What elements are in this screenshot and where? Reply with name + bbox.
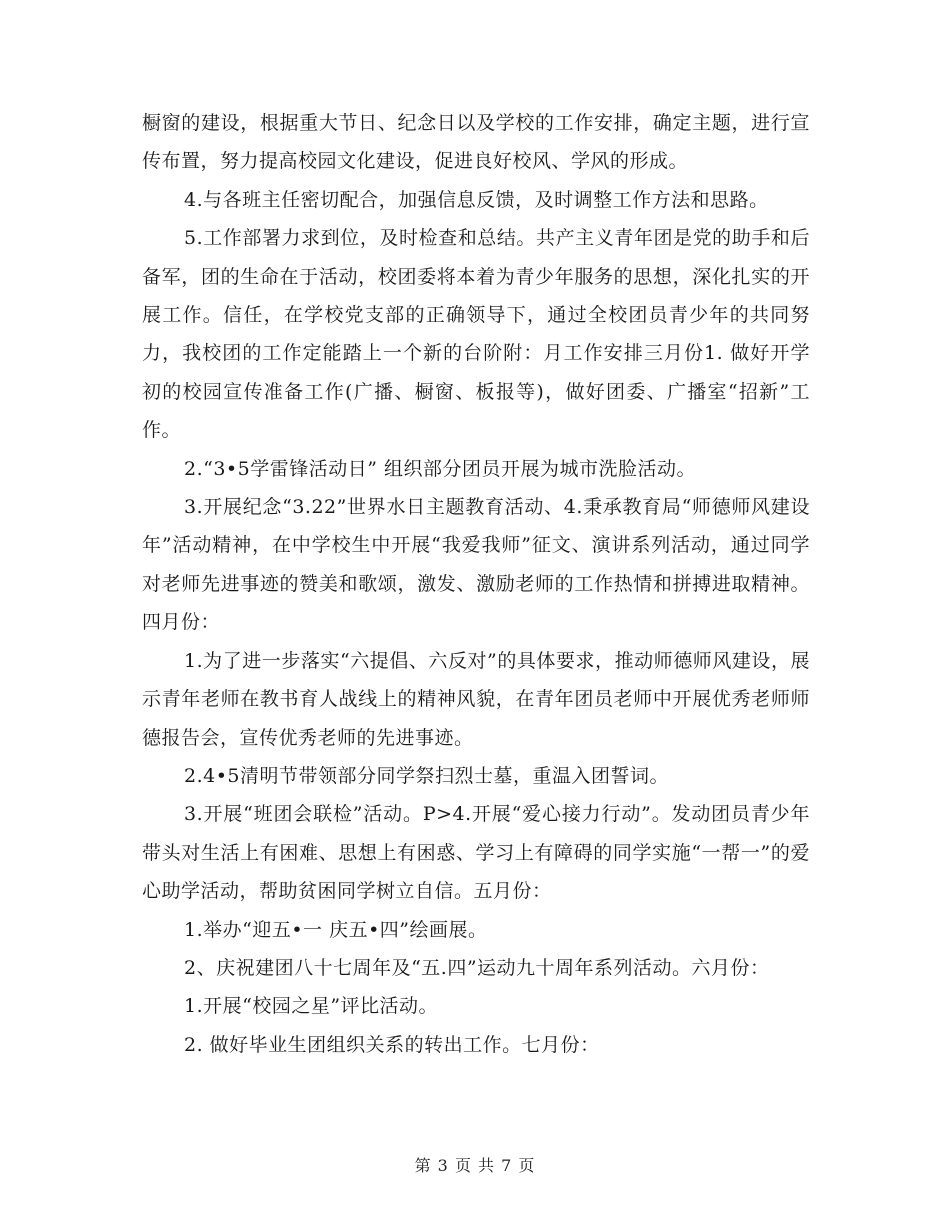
paragraph: 1.开展“校园之星”评比活动。 (184, 995, 439, 1018)
paragraph: 1.举办“迎五•一 庆五•四”绘画展。 (184, 918, 488, 941)
paragraph: 3.开展“班团会联检”活动。P>4.开展“爱心接力行动”。发动团员青少年带头对生活上有困难、思想上有困惑、学习上有障碍的同学实施“一帮一”的爱心助学活动，帮助贫困同学树立自信。五月份： (142, 803, 810, 903)
paragraph: 5.工作部署力求到位，及时检查和总结。共产主义青年团是党的助手和后备军，团的生命在于活动，校团委将本着为青少年服务的思想，深化扎实的开展工作。信任，在学校党支部的正确领导下，通过全校团员青少年的共同努力，我校团的工作定能踏上一个新的台阶附：月工作安排三月份1. 做好开学初的校园宣传准备工作(广播、橱窗、板报等)，做好团委、广播室“招新”工作。 (142, 227, 810, 442)
paragraph: 1.为了进一步落实“六提倡、六反对”的具体要求，推动师德师风建设，展示青年老师在教书育人战线上的精神风貌，在青年团员老师中开展优秀老师师德报告会，宣传优秀老师的先进事迹。 (142, 649, 810, 749)
paragraph: 2. 做好毕业生团组织关系的转出工作。七月份： (184, 1033, 600, 1056)
paragraph: 3.开展纪念“3.22”世界水日主题教育活动、4.秉承教育局“师德师风建设年”活动精神，在中学校生中开展“我爱我师”征文、演讲系列活动，通过同学对老师先进事迹的赞美和歌颂，激发、激励老师的工作热情和拼搏进取精神。四月份： (142, 496, 810, 634)
paragraph: 2.4•5清明节带领部分同学祭扫烈士墓，重温入团誓词。 (184, 764, 670, 787)
paragraph: 橱窗的建设，根据重大节日、纪念日以及学校的工作安排，确定主题，进行宣传布置，努力提高校园文化建设，促进良好校风、学风的形成。 (142, 112, 810, 173)
page-number-footer: 第 3 页 共 7 页 (414, 1156, 536, 1175)
paragraph: 2、庆祝建团八十七周年及“五.四”运动九十周年系列活动。六月份： (184, 956, 770, 979)
document-body (142, 104, 810, 1064)
paragraph: 2.“3•5学雷锋活动日” 组织部分团员开展为城市洗脸活动。 (184, 457, 696, 480)
paragraph: 4.与各班主任密切配合，加强信息反馈，及时调整工作方法和思路。 (184, 188, 769, 211)
